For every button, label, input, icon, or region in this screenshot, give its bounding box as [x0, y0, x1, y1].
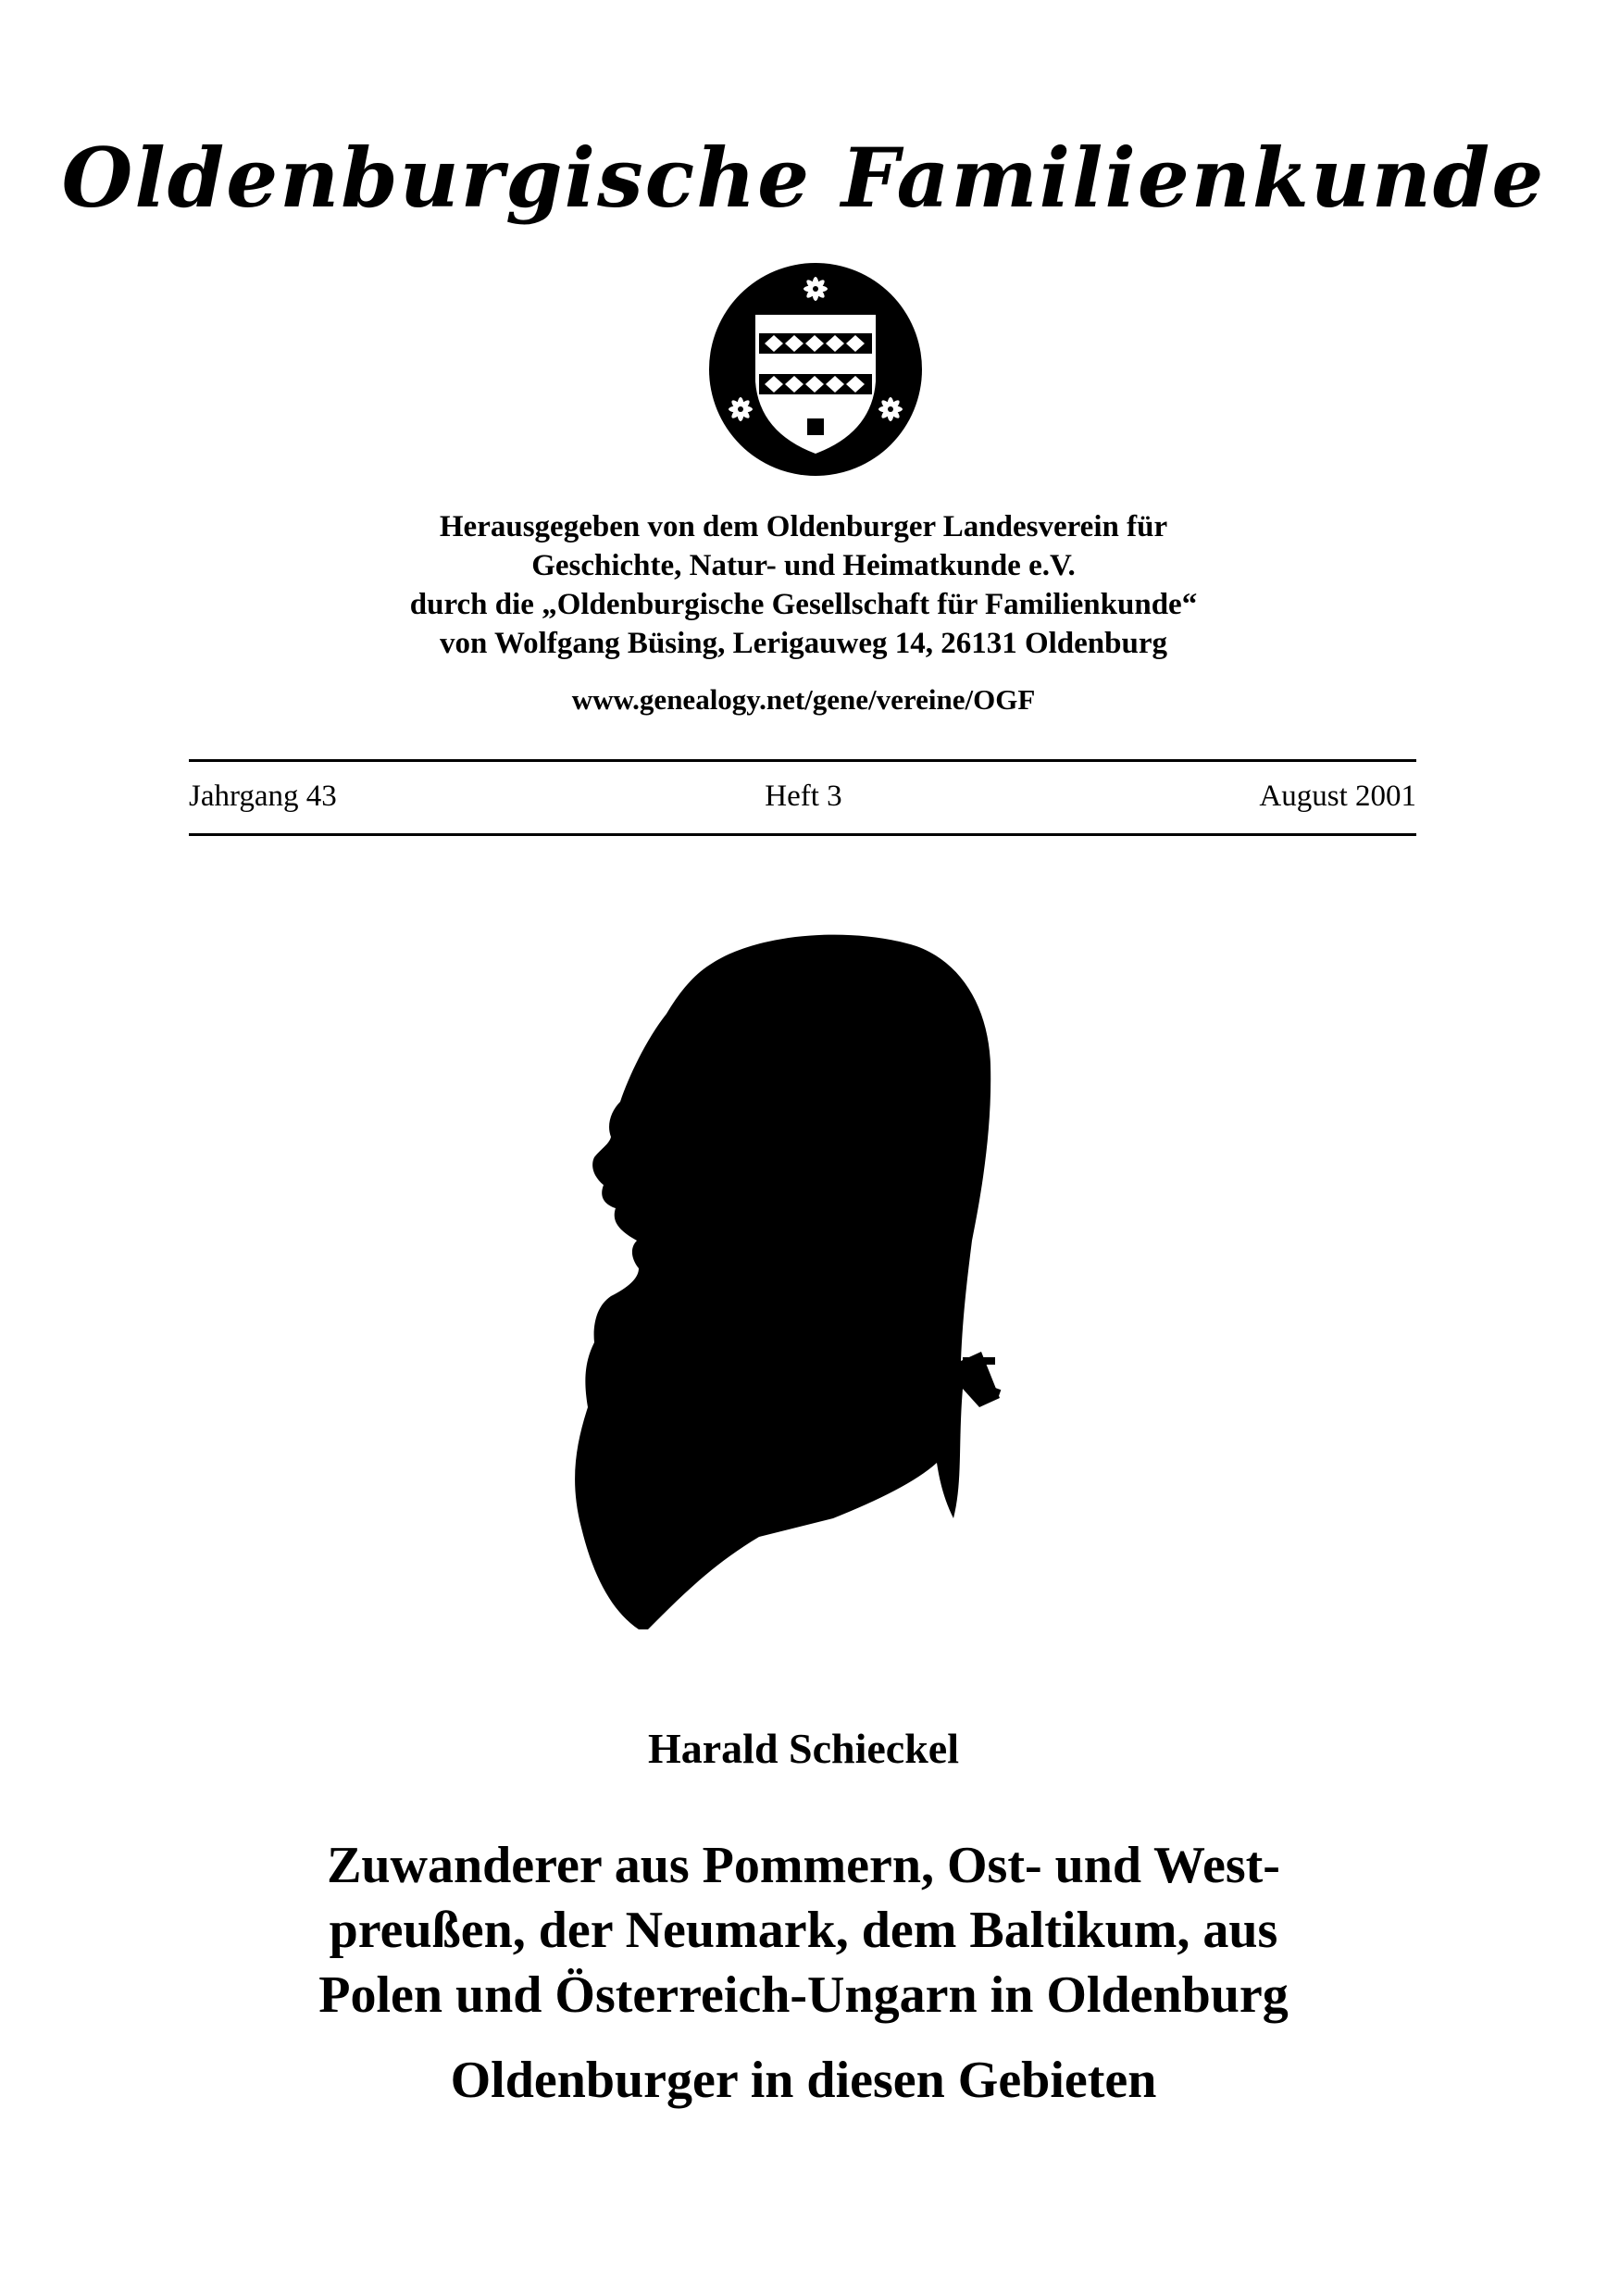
publisher-block: [0, 507, 1607, 663]
issue-date: August 2001: [1259, 780, 1416, 813]
issue-volume: Jahrgang 43: [189, 780, 337, 813]
article-title-line: Zuwanderer aus Pommern, Ost- und West-: [327, 1837, 1280, 1894]
article-title-line: preußen, der Neumark, dem Baltikum, aus: [329, 1902, 1278, 1959]
divider-top: [189, 759, 1416, 762]
article-author: Harald Schieckel: [647, 1725, 960, 1772]
silhouette-portrait-icon: [574, 926, 1009, 1629]
website-url: www.genealogy.net/gene/vereine/OGF: [571, 683, 1036, 716]
coat-of-arms-seal-icon: [707, 261, 924, 478]
publisher-line: Geschichte, Natur- und Heimatkunde e.V.: [531, 549, 1076, 582]
article-title-line: Polen und Österreich-Ungarn in Oldenburg: [318, 1966, 1289, 2024]
publisher-line: Herausgegeben von dem Oldenburger Landesverein für: [439, 510, 1168, 543]
masthead-title: Oldenburgische Familienkunde: [61, 130, 1546, 226]
article-title: [0, 1833, 1607, 2028]
divider-bottom: [189, 833, 1416, 836]
article-subtitle: Oldenburger in diesen Gebieten: [450, 2052, 1157, 2109]
publisher-line: von Wolfgang Büsing, Lerigauweg 14, 26131 Oldenburg: [439, 627, 1168, 660]
issue-number: Heft 3: [765, 780, 842, 813]
publisher-line: durch die „Oldenburgische Gesellschaft für Familienkunde“: [409, 588, 1198, 621]
